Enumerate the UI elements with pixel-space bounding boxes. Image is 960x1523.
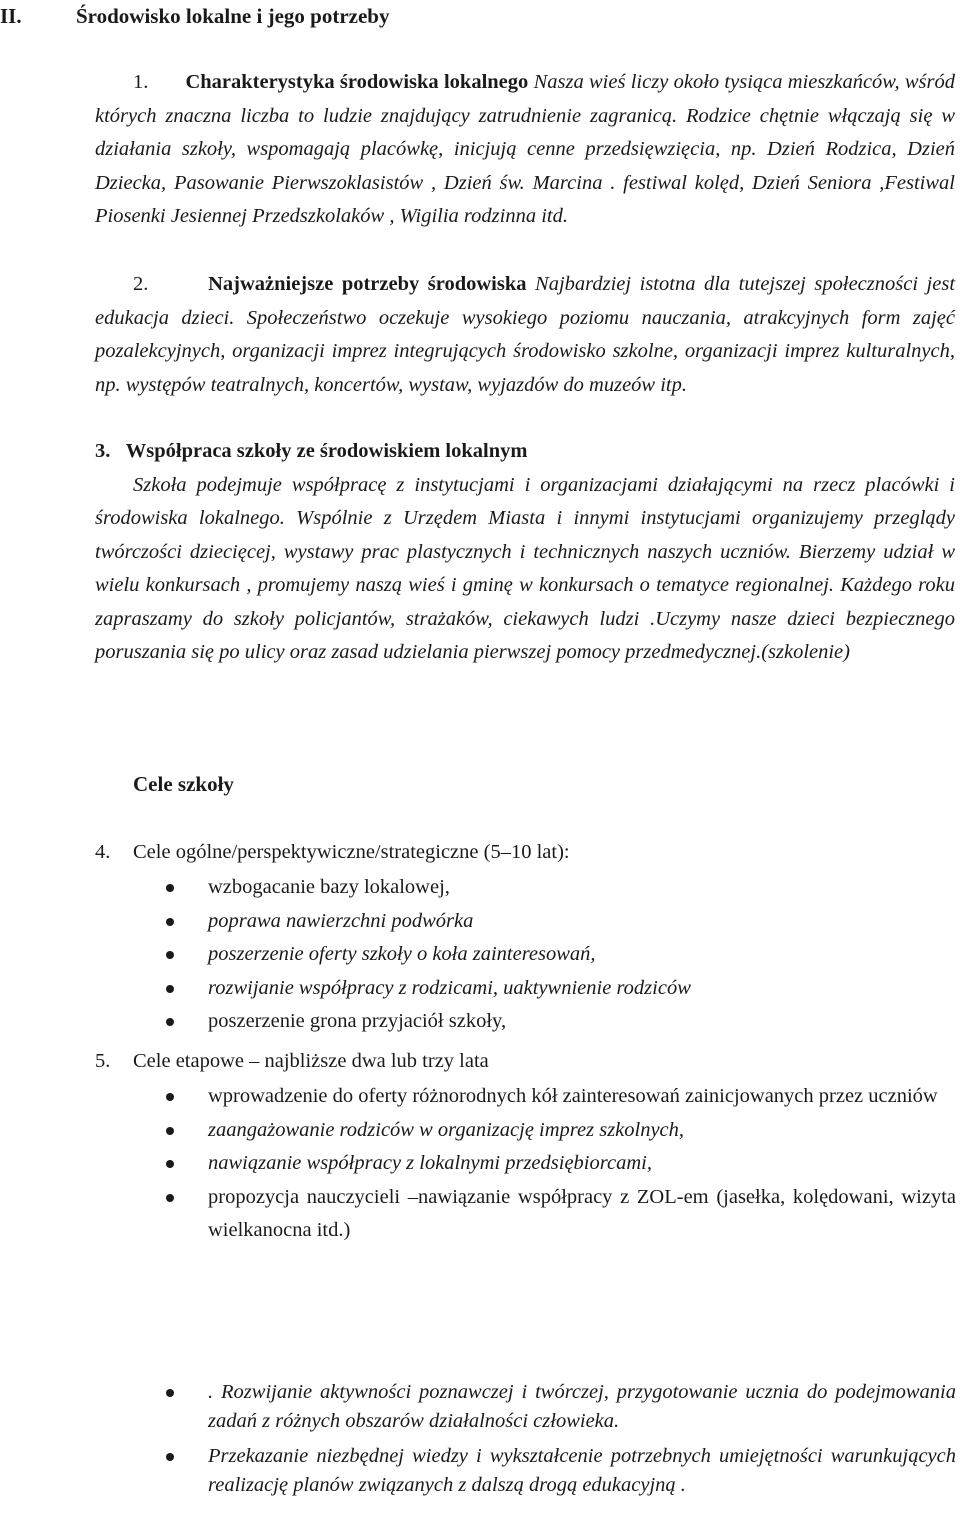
list-item <box>208 972 956 1006</box>
list-item <box>208 1147 956 1181</box>
list-item-text: poszerzenie grona przyjaciół szkoły, <box>208 1010 507 1032</box>
bullet-icon <box>166 1389 174 1397</box>
item-1-text: Nasza wieś liczy około tysiąca mieszkańców, wśród których znaczna liczba to ludzie znajdujący zatrudnienie zagranicą. Rodzice chętnie włączają się w działania szkoły, wspomagają placówkę, inicjują cenne przedsięwzięcia, np. Dzień Rodzica, Dzień Dziecka, Pasowanie Pierwszoklasistów , Dzień św. Marcina . festiwal kolęd, Dzień Seniora ,Festiwal Piosenki Jesiennej Przedszkolaków , Wigilia rodzinna itd. <box>95 71 955 227</box>
item-4-title: Cele ogólne/perspektywiczne/strategiczne (5–10 lat): <box>133 841 570 863</box>
list-item <box>208 1114 956 1148</box>
item-2-title: Najważniejsze potrzeby środowiska <box>208 273 527 295</box>
bullet-icon <box>166 884 174 892</box>
item-5-list <box>208 1080 956 1248</box>
list-item-text: wprowadzenie do oferty różnorodnych kół zainteresowań zainicjowanych przez uczniów <box>208 1085 938 1107</box>
bullet-icon <box>166 1127 174 1135</box>
list-item <box>208 1442 956 1500</box>
item-3-title: Współpraca szkoły ze środowiskiem lokalnym <box>125 440 528 462</box>
item-1-block <box>95 66 955 234</box>
bullet-icon <box>166 1018 174 1026</box>
extra-list <box>208 1378 956 1500</box>
list-item-text: Przekazanie niezbędnej wiedzy i wykształcenie potrzebnych umiejętności warunkujących realizację planów związanych z dalszą drogą edukacyjną . <box>208 1445 956 1496</box>
list-item-text: zaangażowanie rodziców w organizację imprez szkolnych, <box>208 1118 685 1141</box>
bullet-icon <box>166 985 174 993</box>
item-4-heading <box>95 836 570 870</box>
item-2-text: Najbardziej istotna dla tutejszej społeczności jest edukacja dzieci. Społeczeństwo oczekuje wysokiego poziomu nauczania, atrakcyjnych form zajęć pozalekcyjnych, organizacji imprez integrujących środowisko szkolne, organizacji imprez kulturalnych, np. występów teatralnych, koncertów, wystaw, wyjazdów do muzeów itp. <box>95 273 956 396</box>
list-item-text: . Rozwijanie aktywności poznawczej i twórczej, przygotowanie ucznia do podejmowania zadań z różnych obszarów działalności człowieka. <box>208 1381 956 1432</box>
item-2-number: 2. <box>133 273 149 295</box>
bullet-icon <box>166 951 174 959</box>
list-item <box>208 1378 956 1436</box>
item-3-text: Szkoła podejmuje współpracę z instytucjami i organizacjami działającymi na rzecz placówki i środowiska lokalnego. Wspólnie z Urzędem Miasta i innymi instytucjami organizujemy przeglądy twórczości dziecięcej, wystawy prac plastycznych i technicznych naszych uczniów. Bierzemy udział w wielu konkursach , promujemy naszą wieś i gminę w konkursach o tematyce regionalnej. Każdego roku zapraszamy do szkoły policjantów, strażaków, ciekawych ludzi .Uczymy nasze dzieci bezpiecznego poruszania się po ulicy oraz zasad udzielania pierwszej pomocy przedmedycznej.(szkolenie) <box>95 473 955 663</box>
list-item <box>208 1005 956 1039</box>
item-5-title: Cele etapowe – najbliższe dwa lub trzy lata <box>133 1050 489 1072</box>
list-item-text: poprawa nawierzchni podwórka <box>208 909 474 932</box>
item-5-heading <box>95 1045 489 1079</box>
list-item-text: rozwijanie współpracy z rodzicami, uaktywnienie rodziców <box>208 976 691 999</box>
list-item <box>208 938 956 972</box>
bullet-icon <box>166 918 174 926</box>
bullet-icon <box>166 1160 174 1168</box>
bullet-icon <box>166 1453 174 1461</box>
list-item <box>208 1181 956 1248</box>
section-title: Środowisko lokalne i jego potrzeby <box>76 4 390 28</box>
bullet-icon <box>166 1194 174 1202</box>
list-item-text: wzbogacanie bazy lokalowej, <box>208 876 450 898</box>
item-5-number: 5. <box>95 1050 111 1072</box>
item-3-block <box>95 435 955 670</box>
list-item <box>208 905 956 939</box>
list-item-text: poszerzenie oferty szkoły o koła zainteresowań, <box>208 943 596 965</box>
cele-heading: Cele szkoły <box>133 772 234 796</box>
list-item <box>208 871 956 905</box>
bullet-icon <box>166 1093 174 1101</box>
list-item-text: nawiązanie współpracy z lokalnymi przedsiębiorcami, <box>208 1152 652 1174</box>
list-item <box>208 1080 956 1114</box>
list-item-text: propozycja nauczycieli –nawiązanie współpracy z ZOL-em (jasełka, kolędowani, wizyta wielkanocna itd.) <box>208 1185 956 1241</box>
section-heading <box>0 0 389 33</box>
section-number: II. <box>0 4 22 28</box>
item-3-number: 3. <box>95 440 111 462</box>
item-4-number: 4. <box>95 841 111 863</box>
item-2-block <box>95 268 955 402</box>
item-1-title: Charakterystyka środowiska lokalnego <box>185 71 529 93</box>
item-1-number: 1. <box>133 71 149 93</box>
item-4-list <box>208 871 956 1039</box>
